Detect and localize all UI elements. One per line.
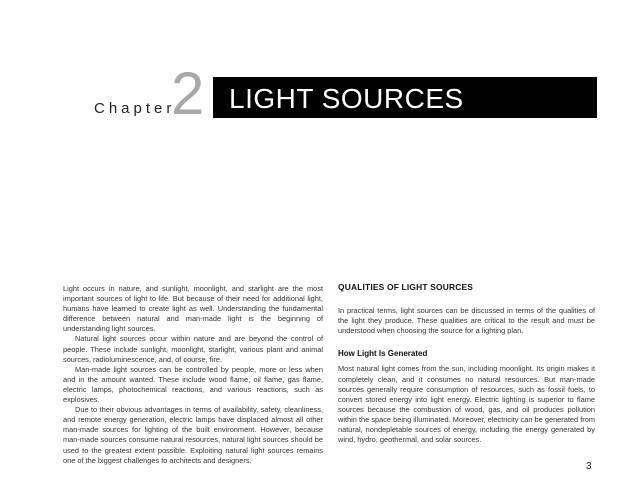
right-column bbox=[338, 282, 595, 445]
left-paragraph-1: Light occurs in nature, and sunlight, moonlight, and starlight are the most important sources of light to life. But because of their need for additional light, humans have learned to create light as well. Understanding the fundamental difference between natural and man-made light is the beginning of understanding light sources. bbox=[63, 284, 323, 334]
chapter-number: 2 bbox=[171, 60, 205, 127]
section-heading: QUALITIES OF LIGHT SOURCES bbox=[338, 282, 474, 292]
chapter-title: LIGHT SOURCES bbox=[229, 83, 464, 114]
left-paragraph-3: Man-made light sources can be controlled by people, more or less when and in the amount wanted. These include wood flame, oil flame, gas flame, electric lamps, photochemical reactions, and various reactions, such as explosives. bbox=[63, 364, 323, 405]
left-column bbox=[63, 284, 323, 466]
subheading: How Light Is Generated bbox=[338, 349, 428, 359]
page-number: 3 bbox=[586, 461, 592, 472]
sub-paragraph: Most natural light comes from the sun, including moonlight. Its origin makes it completely clean, and it consumes no natural resources. But man-made sources generally require consumption of resources, such as fossil fuels, to convert stored energy into light energy. Electric lighting is superior to flame sources because the combustion of wood, gas, and oil produces pollution within the space being illuminated. Moreover, electricity can be generated from natural, nondepletable sources of energy, including the energy generated by wind, hydro, geothermal, and solar sources. bbox=[338, 364, 595, 445]
left-paragraph-4: Due to their obvious advantages in terms of availability, safety, cleanliness, and remote energy generation, electric lamps have displaced almost all other man-made sources for lighting of the built environment. However, because man-made sources consume natural resources, natural light sources should be used to the greatest extent possible. Exploiting natural light sources remains one of the biggest challenges to architects and designers. bbox=[63, 405, 323, 465]
chapter-word: Chapter bbox=[94, 100, 176, 117]
left-paragraph-2: Natural light sources occur within nature and are beyond the control of people. These include sunlight, moonlight, starlight, various plant and animal sources, radioluminescence, and, of course, fire. bbox=[63, 334, 323, 364]
chapter-title-bar bbox=[213, 77, 597, 118]
section-paragraph: In practical terms, light sources can be discussed in terms of the qualities of the light they produce. These qualities are critical to the result and must be understood when choosing the source for a lighting plan. bbox=[338, 306, 595, 336]
